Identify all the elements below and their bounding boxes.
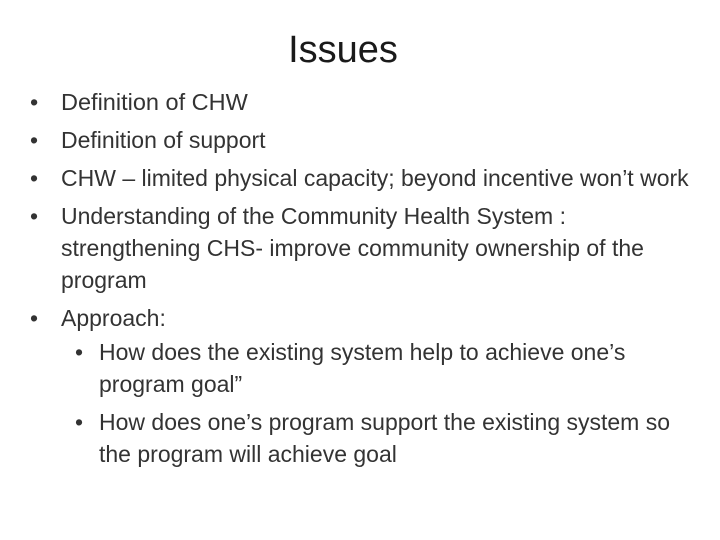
- bullet-item: [30, 162, 700, 194]
- bullet-list: [30, 86, 700, 476]
- bullet-dot-icon: •: [30, 305, 39, 331]
- bullet-text: Definition of CHW: [61, 89, 248, 115]
- sub-bullet-text: How does one’s program support the existing system so the program will achieve goal: [99, 409, 671, 467]
- sub-bullet-dot-icon: •: [75, 339, 84, 365]
- bullet-dot-icon: •: [30, 203, 39, 229]
- sub-bullet-item: [75, 336, 700, 400]
- bullet-item: [30, 124, 700, 156]
- bullet-dot-icon: •: [30, 89, 39, 115]
- bullet-item: [30, 302, 700, 470]
- bullet-dot-icon: •: [30, 165, 39, 191]
- bullet-item: [30, 86, 700, 118]
- bullet-dot-icon: •: [30, 127, 39, 153]
- bullet-item: [30, 200, 700, 296]
- bullet-text: CHW – limited physical capacity; beyond incentive won’t work: [61, 165, 689, 191]
- sub-bullet-dot-icon: •: [75, 409, 84, 435]
- bullet-text: Understanding of the Community Health System : strengthening CHS- improve community ownership of the program: [61, 203, 644, 293]
- sub-bullet-item: [75, 406, 700, 470]
- sub-bullet-list: [75, 336, 700, 470]
- bullet-text: Approach:: [61, 305, 166, 331]
- bullet-text: Definition of support: [61, 127, 266, 153]
- sub-bullet-text: How does the existing system help to achieve one’s program goal”: [99, 339, 626, 397]
- slide-title: Issues: [288, 29, 398, 71]
